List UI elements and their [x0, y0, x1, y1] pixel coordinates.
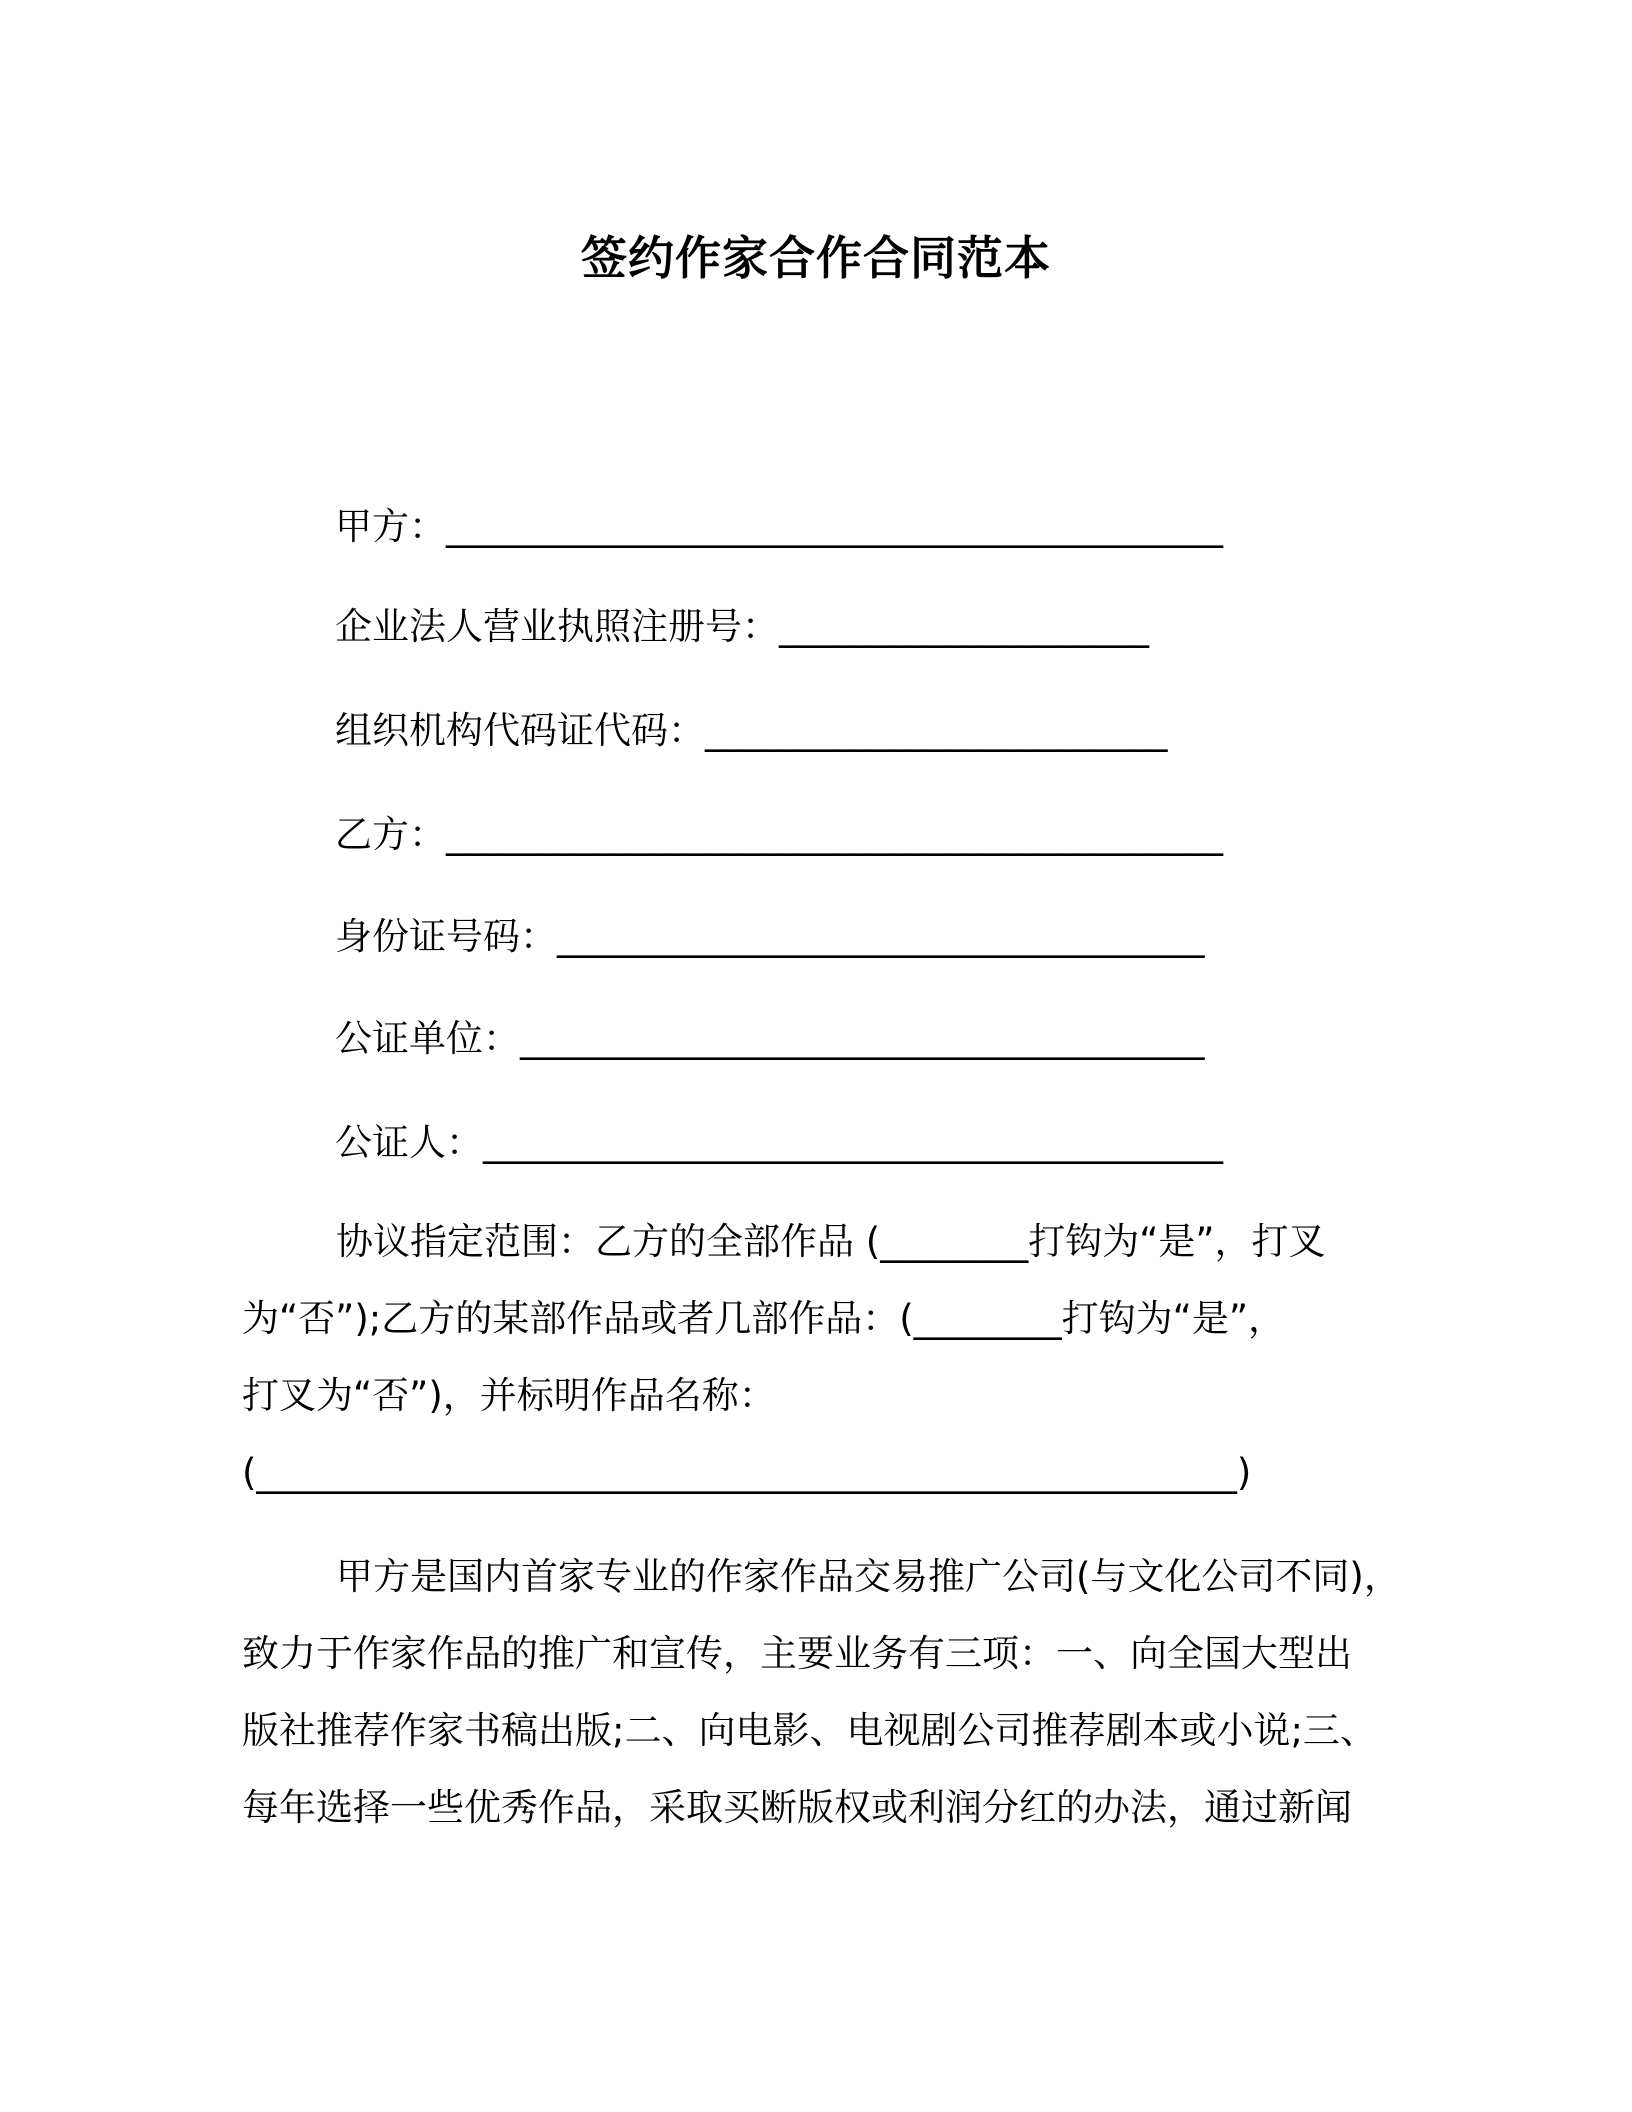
- party-b-field: 乙方：__________________________________________: [335, 813, 1223, 856]
- notary-person-field: 公证人：________________________________________: [335, 1121, 1223, 1164]
- notary-unit-field: 公证单位：_____________________________________: [335, 1017, 1205, 1060]
- agreement-scope-paragraph: [242, 1203, 1402, 1511]
- id-number-field: 身份证号码：___________________________________: [335, 915, 1205, 958]
- scope-line: 打叉为“否”)，并标明作品名称：: [242, 1374, 776, 1417]
- scope-line: (_____________________________________________________): [242, 1451, 1252, 1494]
- intro-line: 致力于作家作品的推广和宣传，主要业务有三项：一、向全国大型出: [242, 1632, 1352, 1675]
- party-a-field: 甲方：__________________________________________: [335, 505, 1223, 548]
- intro-line: 每年选择一些优秀作品，采取买断版权或利润分红的办法，通过新闻: [242, 1786, 1352, 1829]
- organization-code-field: 组织机构代码证代码：_________________________: [335, 709, 1168, 752]
- business-license-field: 企业法人营业执照注册号：____________________: [335, 605, 1149, 648]
- intro-line: 甲方是国内首家专业的作家作品交易推广公司(与文化公司不同)，: [336, 1555, 1401, 1598]
- scope-line: 协议指定范围：乙方的全部作品 (________打钩为“是”，打叉: [336, 1220, 1326, 1263]
- document-title: 签约作家合作合同范本: [581, 231, 1051, 285]
- party-a-intro-paragraph: [242, 1538, 1402, 1846]
- scope-line: 为“否”);乙方的某部作品或者几部作品：(________打钩为“是”，: [242, 1297, 1286, 1340]
- intro-line: 版社推荐作家书稿出版;二、向电影、电视剧公司推荐剧本或小说;三、: [242, 1709, 1377, 1752]
